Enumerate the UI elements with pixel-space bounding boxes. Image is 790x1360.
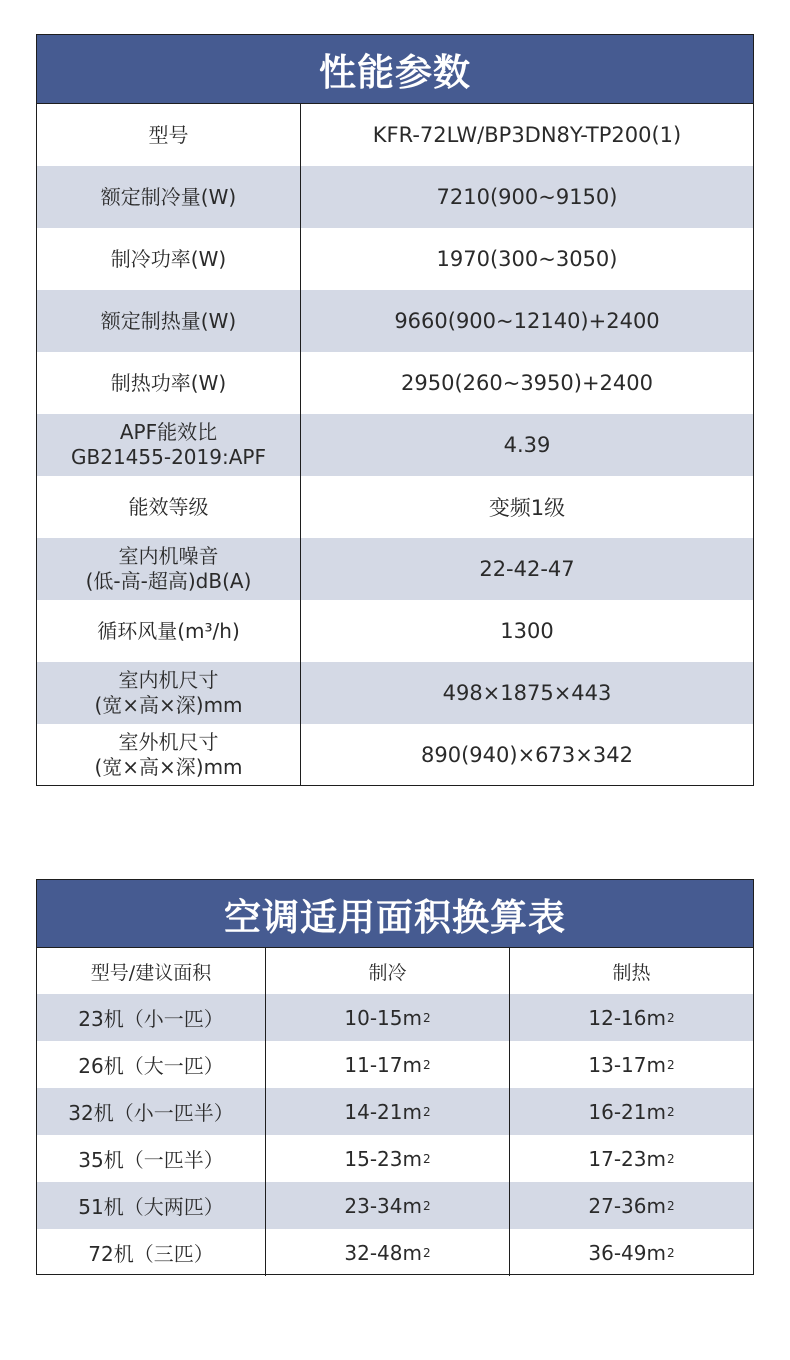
spec-label-line1: 室内机尺寸	[118, 668, 219, 692]
area-model: 35机（一匹半）	[37, 1135, 266, 1182]
spec-table	[36, 34, 754, 786]
spec-value: 498×1875×443	[442, 681, 612, 705]
area-unit-sup: 2	[666, 1104, 675, 1119]
spec-label	[37, 228, 301, 290]
area-cool-cell	[266, 1229, 510, 1276]
area-model: 72机（三匹）	[37, 1229, 266, 1276]
spec-label-line1: 循环风量(m³/h)	[97, 618, 240, 643]
spec-row	[37, 352, 753, 414]
area-unit-sup: 2	[422, 1010, 431, 1025]
spec-row	[37, 228, 753, 290]
spec-value: 1970(300~3050)	[436, 247, 618, 271]
area-unit-sup: 2	[666, 1010, 675, 1025]
spec-label	[37, 104, 301, 166]
area-cool: 14-21m	[344, 1099, 422, 1124]
spec-value: 1300	[500, 619, 554, 643]
area-cool: 15-23m	[344, 1146, 422, 1171]
spec-label-line1: 能效等级	[128, 494, 209, 519]
area-heat: 13-17m	[588, 1052, 666, 1077]
area-heat-cell	[510, 1088, 753, 1135]
spec-label	[37, 290, 301, 352]
area-heat-cell	[510, 1041, 753, 1088]
spec-label	[37, 414, 301, 476]
spec-label-line2: GB21455-2019:APF	[71, 445, 266, 469]
area-cool-cell	[266, 994, 510, 1041]
spec-label-line1: 室外机尺寸	[118, 730, 219, 754]
spec-value: 4.39	[503, 433, 551, 457]
area-model: 26机（大一匹）	[37, 1041, 266, 1088]
area-model: 32机（小一匹半）	[37, 1088, 266, 1135]
spec-label	[37, 476, 301, 538]
area-row	[37, 1088, 753, 1135]
spec-label	[37, 538, 301, 600]
spec-label-line1: 额定制热量(W)	[100, 308, 237, 333]
area-unit-sup: 2	[422, 1151, 431, 1166]
area-heat: 17-23m	[588, 1146, 666, 1171]
area-cool-cell	[266, 1135, 510, 1182]
spec-label	[37, 166, 301, 228]
spec-table-title: 性能参数	[37, 35, 753, 104]
spec-row	[37, 662, 753, 724]
spec-row	[37, 166, 753, 228]
area-row	[37, 1229, 753, 1276]
area-heat-cell	[510, 1135, 753, 1182]
area-header-row	[37, 948, 753, 994]
spec-label-line1: 室内机噪音	[118, 544, 219, 568]
spec-value: 变频1级	[488, 496, 566, 520]
spec-label-line1: 制冷功率(W)	[110, 246, 227, 271]
spec-label-line1: 制热功率(W)	[110, 370, 227, 395]
spec-label-line2: (宽×高×深)mm	[94, 755, 243, 779]
area-row	[37, 1135, 753, 1182]
area-heat: 27-36m	[588, 1193, 666, 1218]
area-heat: 16-21m	[588, 1099, 666, 1124]
area-unit-sup: 2	[422, 1057, 431, 1072]
spec-value: 22-42-47	[479, 557, 575, 581]
area-unit-sup: 2	[422, 1104, 431, 1119]
spec-value: 2950(260~3950)+2400	[401, 371, 653, 395]
area-cool-cell	[266, 1041, 510, 1088]
area-unit-sup: 2	[666, 1245, 675, 1260]
spec-label-line2: (宽×高×深)mm	[94, 693, 243, 717]
area-cool: 23-34m	[344, 1193, 422, 1218]
spec-row	[37, 414, 753, 476]
area-cool-cell	[266, 1088, 510, 1135]
spec-row	[37, 600, 753, 662]
area-row	[37, 1182, 753, 1229]
area-unit-sup: 2	[666, 1057, 675, 1072]
area-row	[37, 994, 753, 1041]
spec-row	[37, 724, 753, 786]
area-row	[37, 1041, 753, 1088]
spec-label	[37, 600, 301, 662]
spec-row	[37, 476, 753, 538]
area-unit-sup: 2	[422, 1245, 431, 1260]
spec-label-line1: 额定制冷量(W)	[100, 184, 237, 209]
area-unit-sup: 2	[422, 1198, 431, 1213]
area-model: 51机（大两匹）	[37, 1182, 266, 1229]
spec-value: KFR-72LW/BP3DN8Y-TP200(1)	[372, 123, 682, 147]
area-header-model: 型号/建议面积	[37, 948, 266, 994]
area-heat-cell	[510, 1229, 753, 1276]
spec-label	[37, 724, 301, 786]
area-heat: 36-49m	[588, 1240, 666, 1265]
area-heat: 12-16m	[588, 1005, 666, 1030]
area-cool-cell	[266, 1182, 510, 1229]
area-heat-cell	[510, 994, 753, 1041]
area-heat-cell	[510, 1182, 753, 1229]
area-unit-sup: 2	[666, 1151, 675, 1166]
spec-value: 7210(900~9150)	[436, 185, 618, 209]
spec-label-line1: 型号	[148, 122, 189, 147]
area-header-cool: 制冷	[266, 948, 510, 994]
spec-row	[37, 290, 753, 352]
spec-label	[37, 352, 301, 414]
spec-label	[37, 662, 301, 724]
area-cool: 11-17m	[344, 1052, 422, 1077]
spec-value: 9660(900~12140)+2400	[394, 309, 660, 333]
area-model: 23机（小一匹）	[37, 994, 266, 1041]
spec-row	[37, 538, 753, 600]
area-table	[36, 879, 754, 1275]
area-cool: 32-48m	[344, 1240, 422, 1265]
area-table-title: 空调适用面积换算表	[37, 880, 753, 948]
spec-value: 890(940)×673×342	[421, 743, 633, 767]
area-cool: 10-15m	[344, 1005, 422, 1030]
spec-label-line1: APF能效比	[119, 420, 218, 444]
spec-row	[37, 104, 753, 166]
spec-label-line2: (低-高-超高)dB(A)	[85, 569, 252, 593]
area-unit-sup: 2	[666, 1198, 675, 1213]
area-header-heat: 制热	[612, 961, 651, 984]
